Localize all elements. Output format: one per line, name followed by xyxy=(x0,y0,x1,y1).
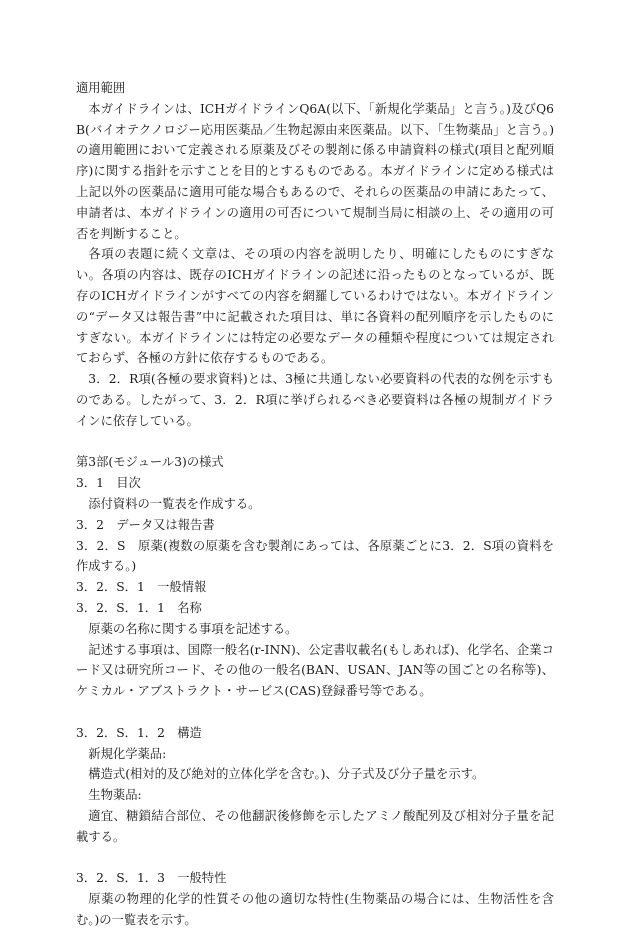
bio-text: 適宜、糖鎖結合部位、その他翻訳後修飾を示したアミノ酸配列及び相対分子量を記載する。 xyxy=(76,808,554,844)
section-3-2-s-1-3-text: 原薬の物理的化学的性質その他の適切な特性(生物薬品の場合には、生物活性を含む。)の一覧表を示す。 xyxy=(76,892,554,927)
section-3-2-s-1-1-text-2: 記述する事項は、国際一般名(r-INN)、公定書収載名(もしあれば)、化学名、企業コード又は研究所コード、その他の一般名(BAN、USAN、JAN等の国ごとの名称等)、ケミカル・アブストラクト・サービス(CAS)登録番号等である。 xyxy=(76,642,554,699)
nce-label: 新規化学薬品: xyxy=(88,746,167,761)
section-3-2-s-title: 3．2．S 原薬(複数の原薬を含む製剤にあっては、各原薬ごとに3．2．S項の資料を作成する。) xyxy=(76,538,554,574)
section-3-2-title: 3．2 データ又は報告書 xyxy=(76,517,215,532)
part3-heading: 第3部(モジュール3)の様式 xyxy=(76,455,224,470)
bio-label: 生物薬品: xyxy=(88,788,142,803)
section-3-1-title: 3．1 目次 xyxy=(76,476,141,491)
spacer xyxy=(76,702,554,723)
scope-paragraph-1: 本ガイドラインは、ICHガイドラインQ6A(以下、「新規化学薬品」と言う。)及びQ6B(バイオテクノロジー応用医薬品／生物起源由来医薬品。以下、「生物薬品」と言う。)の適用範囲において定義される原薬及びその製剤に係る申請資料の様式(項目と配列順序)に関する指針を示すことを目的とするものである。本ガイドラインに定める様式は上記以外の医薬品に適用可能な場合もあるので、それらの医薬品の申請にあたって、申請者は、本ガイドラインの適用の可否について規制当局に相談の上、その適用の可否を判断すること。 xyxy=(76,101,554,241)
spacer xyxy=(76,847,554,868)
spacer xyxy=(76,432,554,453)
section-3-2-s-1-title: 3．2．S．1 一般情報 xyxy=(76,580,207,595)
document-body xyxy=(76,78,554,931)
section-3-2-s-1-2-title: 3．2．S．1．2 構造 xyxy=(76,725,202,740)
section-3-2-s-1-1-text-1: 原薬の名称に関する事項を記述する。 xyxy=(88,621,298,636)
scope-paragraph-2: 各項の表題に続く文章は、その項の内容を説明したり、明確にしたものにすぎない。各項の内容は、既存のICHガイドラインの記述に沿ったものとなっているが、既存のICHガイドラインがすべての内容を網羅しているわけではない。本ガイドラインの“データ又は報告書”中に記載された項目は、単に各資料の配列順序を示したものにすぎない。本ガイドラインには特定の必要なデータの種類や程度については規定されておらず、各極の方針に依存するものである。 xyxy=(76,247,554,366)
scope-paragraph-3: 3．2．R項(各極の要求資料)とは、3極に共通しない必要資料の代表的な例を示すものである。したがって、3．2．R項に挙げられるべき必要資料は各極の規制ガイドラインに依存している。 xyxy=(76,372,554,428)
section-3-2-s-1-3-title: 3．2．S．1．3 一般特性 xyxy=(76,871,227,886)
nce-text: 構造式(相対的及び絶対的立体化学を含む。)、分子式及び分子量を示す。 xyxy=(88,767,485,782)
section-3-1-text: 添付資料の一覧表を作成する。 xyxy=(88,496,261,511)
scope-heading: 適用範囲 xyxy=(76,81,126,95)
section-3-2-s-1-1-title: 3．2．S．1．1 名称 xyxy=(76,600,202,615)
